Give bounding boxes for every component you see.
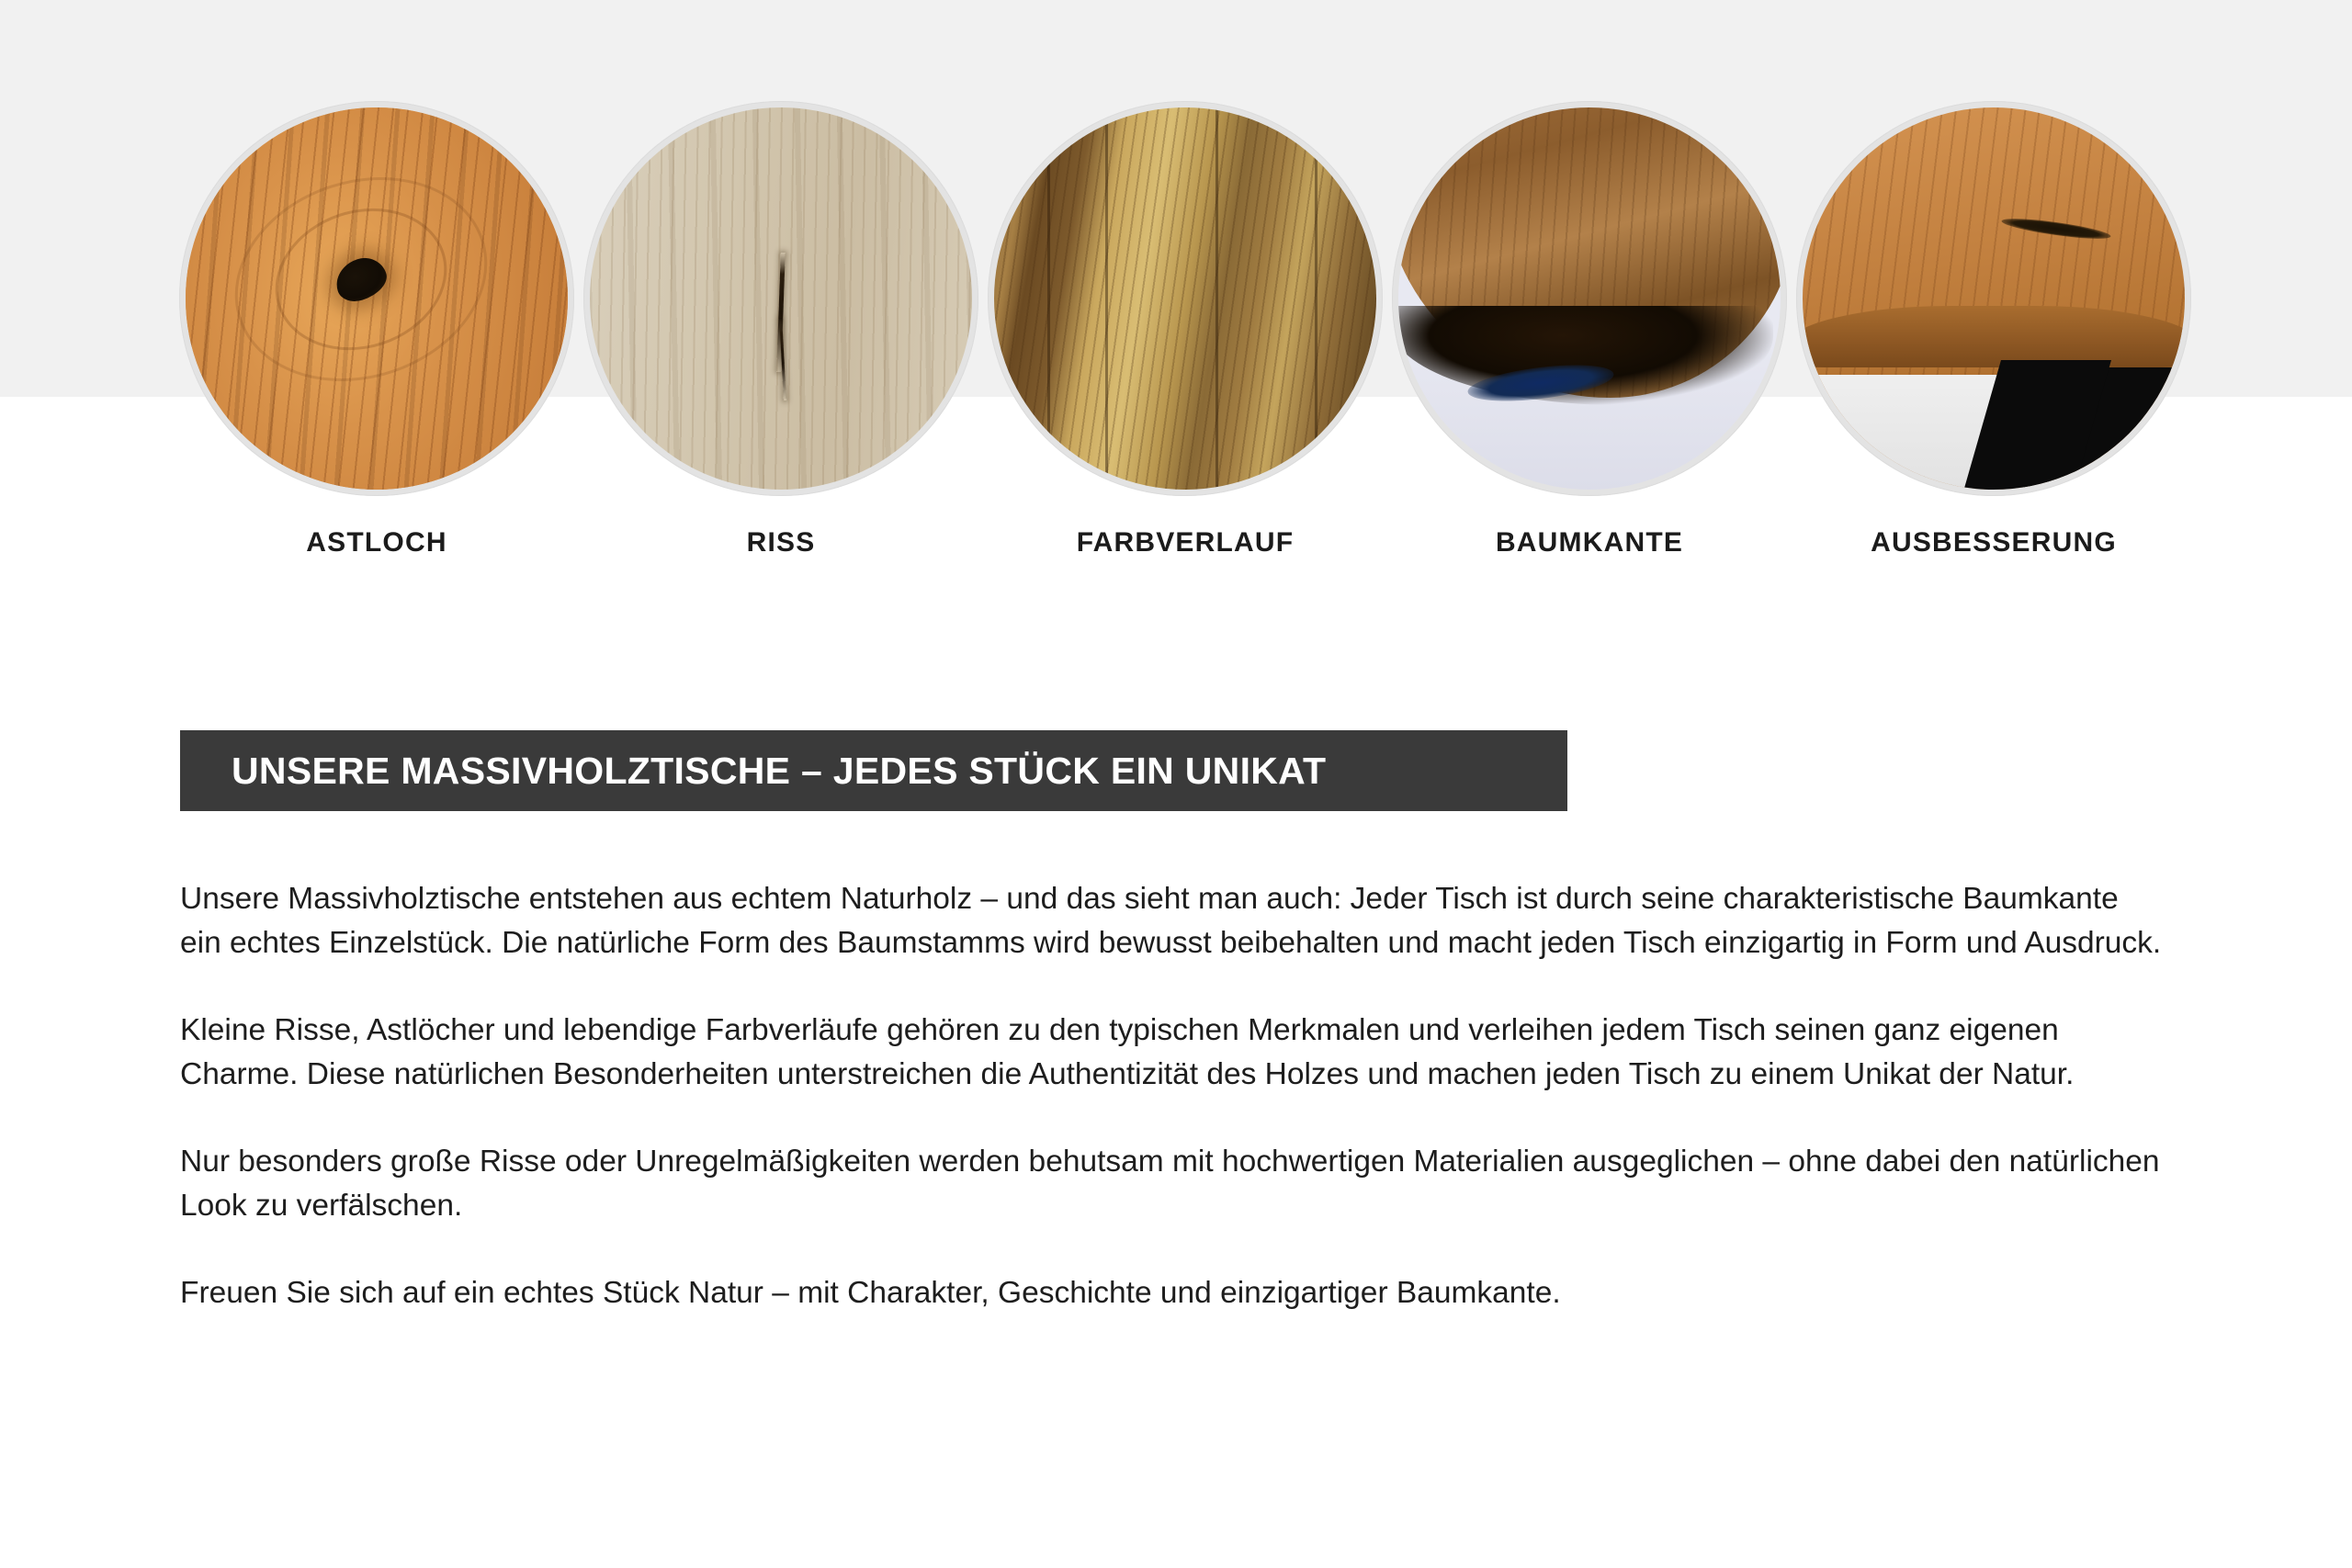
feature-riss <box>583 101 978 558</box>
paragraph-2: Kleine Risse, Astlöcher und lebendige Farbverläufe gehören zu den typischen Merkmalen und verleihen jedem Tisch seinen ganz eigenen Charme. Diese natürlichen Besonderheiten unterstreichen die Authentizität des Holzes und machen jeden Tisch zu einem Unikat der Natur. <box>180 1013 2075 1091</box>
feature-label: FARBVERLAUF <box>1076 527 1295 558</box>
paragraph-4: Freuen Sie sich auf ein echtes Stück Natur – mit Charakter, Geschichte und einzigartiger Baumkante. <box>180 1276 1561 1311</box>
feature-image-ring <box>988 101 1383 496</box>
feature-image-ring <box>179 101 574 496</box>
feature-label: BAUMKANTE <box>1495 527 1684 558</box>
body-copy <box>180 877 2165 1315</box>
feature-label: ASTLOCH <box>306 527 447 558</box>
page-title: UNSERE MASSIVHOLZTISCHE – JEDES STÜCK EIN UNIKAT <box>232 749 1327 792</box>
feature-image-ring <box>1796 101 2191 496</box>
wood-color-gradient-photo <box>994 107 1376 490</box>
feature-baumkante <box>1392 101 1787 558</box>
feature-image-ring <box>1392 101 1787 496</box>
feature-ausbesserung <box>1796 101 2191 558</box>
feature-label: AUSBESSERUNG <box>1871 527 2117 558</box>
feature-image-ring <box>583 101 978 496</box>
feature-farbverlauf <box>988 101 1383 558</box>
section-headline-bar <box>180 730 1567 811</box>
paragraph-3: Nur besonders große Risse oder Unregelmäßigkeiten werden behutsam mit hochwertigen Materialien ausgeglichen – ohne dabei den natürlichen Look zu verfälschen. <box>180 1145 2160 1223</box>
wood-live-edge-photo <box>1398 107 1781 490</box>
wood-crack-photo <box>590 107 972 490</box>
wood-repair-photo <box>1803 107 2185 490</box>
feature-astloch <box>179 101 574 558</box>
wood-characteristics-strip <box>179 101 2191 558</box>
wood-knot-photo <box>186 107 568 490</box>
feature-label: RISS <box>746 527 816 558</box>
paragraph-1: Unsere Massivholztische entstehen aus echtem Naturholz – und das sieht man auch: Jeder Tisch ist durch seine charakteristische Baumkante ein echtes Einzelstück. Die natürliche Form des Baumstamms wird bewusst beibehalten und macht jeden Tisch einzigartig in Form und Ausdruck. <box>180 882 2162 960</box>
